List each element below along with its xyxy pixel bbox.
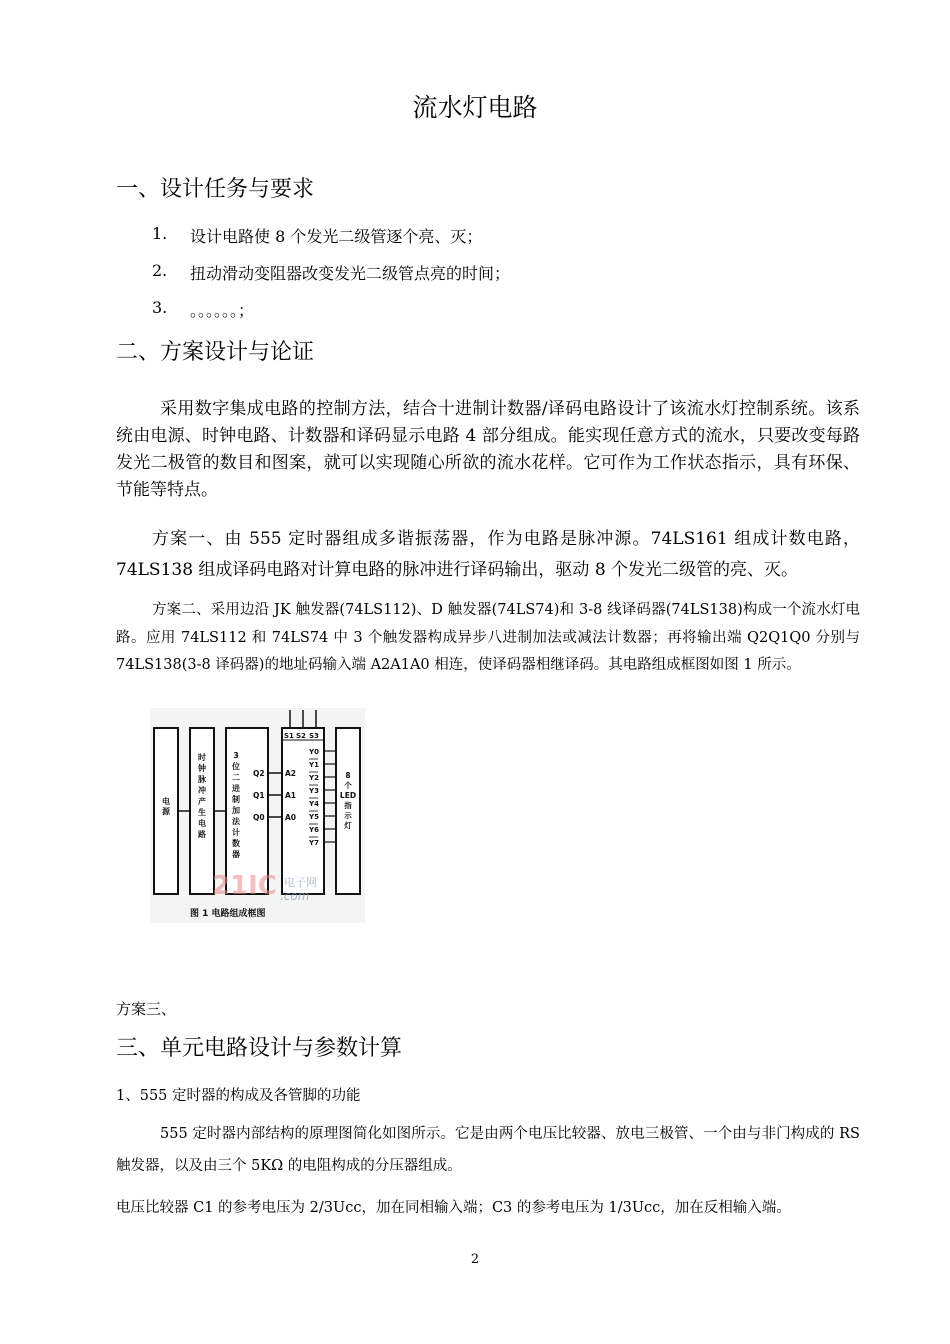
decoder-inputs: A2 A1 A0 — [285, 769, 297, 822]
design-intro-paragraph: 采用数字集成电路的控制方法，结合十进制计数器/译码电路设计了该流水灯控制系统。该系统由电源、时钟电路、计数器和译码显示电路 4 部分组成。能实现任意方式的流水，只要改变每路发光二极管的数目和图案，就可以实现随心所欲的流水花样。它可作为工作状态指示，具有环保、节能等特点。 — [116, 399, 860, 500]
svg-text:Y1: Y1 — [309, 761, 319, 769]
subsection-heading: 1、555 定时器的构成及各管脚的功能 — [116, 1088, 361, 1104]
q1-label: Q1 — [253, 791, 265, 800]
figure-caption: 图 1 电路组成框图 — [190, 909, 266, 919]
q0-label: Q0 — [253, 813, 265, 822]
scheme-two-paragraph: 方案二、采用边沿 JK 触发器(74LS112)、D 触发器(74LS74)和 3-8 线译码器(74LS138)构成一个流水灯电路。应用 74LS112 和 74LS74 中 3 个触发器构成异步八进制加法或减法计数器；再将输出端 Q2Q1Q0 分别与 74LS138(3-8 译码器)的地址码输入端 A2A1A0 相连，使译码器相继译码。其电路组成框图如图 1 所示。 — [116, 602, 860, 673]
item-text: 扭动滑动变阻器改变发光二级管点亮的时间； — [190, 264, 511, 283]
svg-text:Y4: Y4 — [309, 800, 319, 808]
item-text: 设计电路使 8 个发光二级管逐个亮、灭； — [190, 227, 483, 246]
item-number: 2. — [152, 261, 168, 280]
svg-text:.com: .com — [280, 889, 310, 903]
svg-text:Y2: Y2 — [309, 774, 319, 782]
watermark-text: 电子网 — [284, 876, 317, 889]
section-heading-2: 二、方案设计与论证 — [116, 340, 315, 365]
requirement-item — [152, 261, 652, 283]
power-label: 电源 — [162, 797, 170, 816]
svg-text:Y5: Y5 — [309, 813, 319, 821]
item-text: 。。。。。。； — [190, 301, 255, 320]
comparator-paragraph: 电压比较器 C1 的参考电压为 2/3Ucc，加在同相输入端；C3 的参考电压为 1/3Ucc，加在反相输入端。 — [116, 1200, 791, 1216]
item-number: 1. — [152, 224, 168, 243]
watermark-logo: 21IC — [212, 871, 277, 901]
page-title: 流水灯电路 — [412, 93, 538, 122]
svg-text:Y0: Y0 — [309, 748, 319, 756]
led-label: 8 个 LED 指示灯 — [339, 771, 357, 830]
scheme-three-label: 方案三、 — [116, 1000, 177, 1018]
requirement-item — [152, 298, 652, 320]
block-diagram-figure — [150, 708, 365, 923]
page-number: 2 — [470, 1252, 480, 1267]
svg-text:Y7: Y7 — [309, 839, 319, 847]
scheme-one-paragraph: 方案一、由 555 定时器组成多谐振荡器，作为电路是脉冲源。74LS161 组成计数电路，74LS138 组成译码电路对计算电路的脉冲进行译码输出，驱动 8 个发光二级管的亮、灭。 — [116, 529, 860, 580]
section-heading-1: 一、设计任务与要求 — [116, 177, 315, 202]
clock-label: 时钟脉冲产生电路 — [198, 753, 206, 839]
requirement-item — [152, 224, 652, 246]
block-diagram-svg — [150, 708, 365, 923]
select-labels: S1 S2 S3 — [284, 732, 319, 740]
svg-text:Y3: Y3 — [309, 787, 319, 795]
counter-label: 3 位二进制加法计数器 — [232, 751, 240, 859]
item-number: 3. — [152, 298, 168, 317]
timer-description-paragraph: 555 定时器内部结构的原理图简化如图所示。它是由两个电压比较器、放电三极管、一个由与非门构成的 RS 触发器，以及由三个 5KΩ 的电阻构成的分压器组成。 — [116, 1126, 860, 1174]
counter-outputs — [253, 769, 265, 822]
q2-label: Q2 — [253, 769, 265, 778]
svg-text:Y6: Y6 — [309, 826, 319, 834]
section-heading-3: 三、单元电路设计与参数计算 — [116, 1036, 403, 1061]
